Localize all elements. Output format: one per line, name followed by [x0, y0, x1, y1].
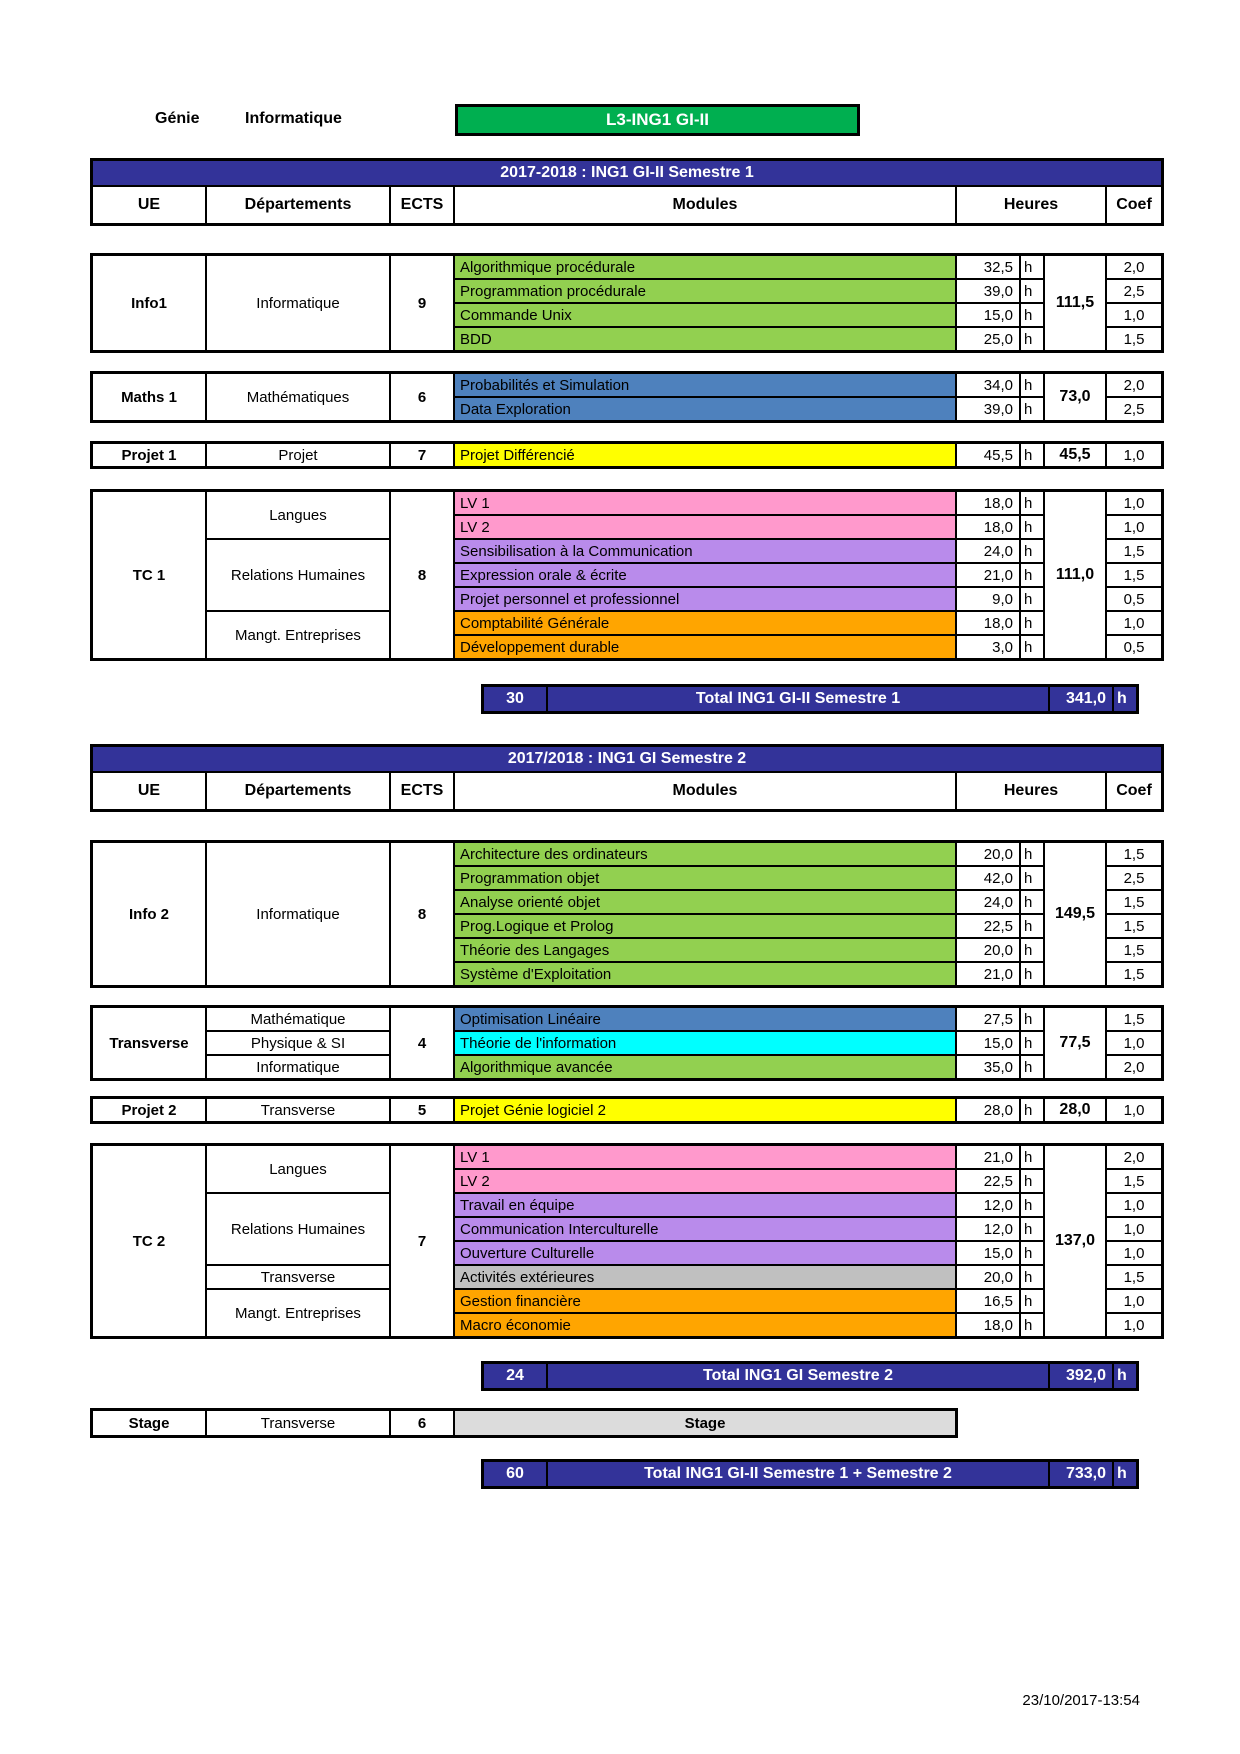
module-coef: 1,5: [1107, 843, 1161, 865]
module-coef: 1,0: [1107, 1032, 1161, 1054]
hour-unit-label: h: [1021, 564, 1043, 586]
total-ects: 60: [484, 1462, 546, 1486]
module-name: Communication Interculturelle: [455, 1218, 955, 1240]
department-name: Informatique: [207, 1056, 389, 1078]
module-name: Prog.Logique et Prolog: [455, 915, 955, 937]
module-name: Ouverture Culturelle: [455, 1242, 955, 1264]
module-coef: 0,5: [1107, 588, 1161, 610]
module-coef: 1,5: [1107, 328, 1161, 350]
hour-unit-label: h: [1021, 540, 1043, 562]
ue-name: Maths 1: [93, 374, 205, 420]
ects-value: 9: [391, 256, 453, 350]
hour-unit-label: h: [1021, 636, 1043, 658]
hour-unit-label: h: [1021, 516, 1043, 538]
total-ects: 24: [484, 1364, 546, 1388]
stage-row: [90, 1408, 958, 1438]
ue-block: [90, 840, 1164, 988]
department-name: Langues: [207, 492, 389, 538]
module-name: LV 2: [455, 516, 955, 538]
total-row-semester-2: [481, 1361, 1139, 1391]
semester-table-header: [90, 744, 1164, 812]
module-coef: 1,0: [1107, 1218, 1161, 1240]
ue-total-hours: 111,5: [1045, 256, 1105, 350]
semester-table-header: [90, 158, 1164, 226]
module-name: Analyse orienté objet: [455, 891, 955, 913]
column-header-modules: Modules: [455, 773, 955, 809]
stage-module-label: Stage: [455, 1411, 955, 1435]
module-name: Algorithmique procédurale: [455, 256, 955, 278]
column-header-ue: UE: [93, 773, 205, 809]
module-coef: 2,5: [1107, 867, 1161, 889]
module-coef: 2,0: [1107, 1056, 1161, 1078]
module-coef: 2,5: [1107, 280, 1161, 302]
module-hours: 42,0: [957, 867, 1019, 889]
program-title-box: L3-ING1 GI-II: [455, 104, 860, 136]
hour-unit-label: h: [1021, 444, 1043, 466]
ects-value: 5: [391, 1099, 453, 1121]
module-coef: 1,5: [1107, 939, 1161, 961]
module-name: Théorie des Langages: [455, 939, 955, 961]
module-name: Développement durable: [455, 636, 955, 658]
module-hours: 15,0: [957, 304, 1019, 326]
module-coef: 2,0: [1107, 374, 1161, 396]
semester-banner: 2017/2018 : ING1 GI Semestre 2: [93, 747, 1161, 771]
hour-unit-label: h: [1021, 1170, 1043, 1192]
ue-total-hours: 77,5: [1045, 1008, 1105, 1078]
ue-total-hours: 111,0: [1045, 492, 1105, 658]
module-coef: 1,5: [1107, 1170, 1161, 1192]
module-coef: 1,0: [1107, 1099, 1161, 1121]
hour-unit-label: h: [1021, 843, 1043, 865]
column-header-heures: Heures: [957, 773, 1105, 809]
hour-unit-label: h: [1021, 915, 1043, 937]
hour-unit-label: h: [1021, 492, 1043, 514]
module-hours: 21,0: [957, 1146, 1019, 1168]
ue-total-hours: 137,0: [1045, 1146, 1105, 1336]
module-coef: 1,0: [1107, 304, 1161, 326]
hour-unit-label: h: [1021, 963, 1043, 985]
module-name: Projet Génie logiciel 2: [455, 1099, 955, 1121]
department-name: Physique & SI: [207, 1032, 389, 1054]
hour-unit-label: h: [1021, 1008, 1043, 1030]
hour-unit-label: h: [1021, 304, 1043, 326]
module-hours: 27,5: [957, 1008, 1019, 1030]
ue-name: Projet 1: [93, 444, 205, 466]
module-hours: 16,5: [957, 1290, 1019, 1312]
hour-unit-label: h: [1021, 588, 1043, 610]
module-name: Programmation procédurale: [455, 280, 955, 302]
total-row-semester-1: [481, 684, 1139, 714]
column-header-coef: Coef: [1107, 187, 1161, 223]
department-name: Mathématique: [207, 1008, 389, 1030]
subject-label-genie: Génie: [155, 110, 200, 127]
hour-unit-label: h: [1021, 1099, 1043, 1121]
module-hours: 24,0: [957, 540, 1019, 562]
module-hours: 18,0: [957, 1314, 1019, 1336]
module-hours: 24,0: [957, 891, 1019, 913]
module-hours: 9,0: [957, 588, 1019, 610]
total-hour-unit: h: [1114, 1364, 1136, 1388]
ue-total-hours: 149,5: [1045, 843, 1105, 985]
hour-unit-label: h: [1021, 867, 1043, 889]
total-hours: 733,0: [1050, 1462, 1112, 1486]
department-name: Mangt. Entreprises: [207, 612, 389, 658]
hour-unit-label: h: [1021, 1314, 1043, 1336]
ue-block: [90, 441, 1164, 469]
module-coef: 1,0: [1107, 492, 1161, 514]
ects-value: 8: [391, 843, 453, 985]
hour-unit-label: h: [1021, 1194, 1043, 1216]
module-coef: 1,5: [1107, 891, 1161, 913]
module-name: LV 1: [455, 1146, 955, 1168]
module-hours: 15,0: [957, 1242, 1019, 1264]
stage-department: Transverse: [207, 1411, 389, 1435]
module-hours: 20,0: [957, 843, 1019, 865]
subject-label-informatique: Informatique: [245, 110, 342, 127]
module-name: Algorithmique avancée: [455, 1056, 955, 1078]
department-name: Mathématiques: [207, 374, 389, 420]
hour-unit-label: h: [1021, 328, 1043, 350]
ue-total-hours: 28,0: [1045, 1099, 1105, 1121]
module-name: LV 1: [455, 492, 955, 514]
module-coef: 1,5: [1107, 564, 1161, 586]
ue-name: Projet 2: [93, 1099, 205, 1121]
module-hours: 28,0: [957, 1099, 1019, 1121]
ue-total-hours: 45,5: [1045, 444, 1105, 466]
module-hours: 34,0: [957, 374, 1019, 396]
total-label: Total ING1 GI-II Semestre 1 + Semestre 2: [548, 1462, 1048, 1486]
module-coef: 1,5: [1107, 540, 1161, 562]
column-header-ects: ECTS: [391, 773, 453, 809]
column-header-modules: Modules: [455, 187, 955, 223]
ects-value: 7: [391, 1146, 453, 1336]
hour-unit-label: h: [1021, 939, 1043, 961]
module-hours: 21,0: [957, 963, 1019, 985]
module-hours: 22,5: [957, 1170, 1019, 1192]
total-hours: 392,0: [1050, 1364, 1112, 1388]
module-name: Projet personnel et professionnel: [455, 588, 955, 610]
module-coef: 1,5: [1107, 915, 1161, 937]
module-hours: 20,0: [957, 1266, 1019, 1288]
department-name: Transverse: [207, 1266, 389, 1288]
hour-unit-label: h: [1021, 1032, 1043, 1054]
column-header-ue: UE: [93, 187, 205, 223]
module-name: Système d'Exploitation: [455, 963, 955, 985]
module-name: Expression orale & écrite: [455, 564, 955, 586]
module-name: Travail en équipe: [455, 1194, 955, 1216]
ue-block: [90, 1143, 1164, 1339]
module-coef: 2,0: [1107, 1146, 1161, 1168]
module-hours: 45,5: [957, 444, 1019, 466]
module-name: Probabilités et Simulation: [455, 374, 955, 396]
hour-unit-label: h: [1021, 398, 1043, 420]
hour-unit-label: h: [1021, 256, 1043, 278]
module-name: Sensibilisation à la Communication: [455, 540, 955, 562]
module-hours: 20,0: [957, 939, 1019, 961]
department-name: Projet: [207, 444, 389, 466]
ue-block: [90, 253, 1164, 353]
module-hours: 22,5: [957, 915, 1019, 937]
module-coef: 1,5: [1107, 1266, 1161, 1288]
module-hours: 25,0: [957, 328, 1019, 350]
semester-banner: 2017-2018 : ING1 GI-II Semestre 1: [93, 161, 1161, 185]
ue-name: TC 2: [93, 1146, 205, 1336]
module-name: Théorie de l'information: [455, 1032, 955, 1054]
ue-name: Transverse: [93, 1008, 205, 1078]
stage-ects: 6: [391, 1411, 453, 1435]
department-name: Transverse: [207, 1099, 389, 1121]
module-hours: 18,0: [957, 516, 1019, 538]
module-hours: 35,0: [957, 1056, 1019, 1078]
ue-name: TC 1: [93, 492, 205, 658]
module-name: BDD: [455, 328, 955, 350]
module-name: Data Exploration: [455, 398, 955, 420]
hour-unit-label: h: [1021, 1218, 1043, 1240]
total-hour-unit: h: [1114, 1462, 1136, 1486]
module-coef: 1,0: [1107, 1242, 1161, 1264]
ue-total-hours: 73,0: [1045, 374, 1105, 420]
module-name: Programmation objet: [455, 867, 955, 889]
total-hour-unit: h: [1114, 687, 1136, 711]
module-name: Macro économie: [455, 1314, 955, 1336]
ue-name: Info 2: [93, 843, 205, 985]
hour-unit-label: h: [1021, 280, 1043, 302]
department-name: Informatique: [207, 256, 389, 350]
ects-value: 4: [391, 1008, 453, 1078]
department-name: Relations Humaines: [207, 1194, 389, 1264]
module-coef: 1,0: [1107, 1194, 1161, 1216]
column-header-heures: Heures: [957, 187, 1105, 223]
column-header-departements: Départements: [207, 773, 389, 809]
hour-unit-label: h: [1021, 1266, 1043, 1288]
module-hours: 3,0: [957, 636, 1019, 658]
module-name: Comptabilité Générale: [455, 612, 955, 634]
column-header-departements: Départements: [207, 187, 389, 223]
module-hours: 32,5: [957, 256, 1019, 278]
total-ects: 30: [484, 687, 546, 711]
ects-value: 8: [391, 492, 453, 658]
ue-block: [90, 1005, 1164, 1081]
module-coef: 1,5: [1107, 1008, 1161, 1030]
hour-unit-label: h: [1021, 374, 1043, 396]
department-name: Mangt. Entreprises: [207, 1290, 389, 1336]
hour-unit-label: h: [1021, 1146, 1043, 1168]
module-name: Projet Différencié: [455, 444, 955, 466]
module-name: Optimisation Linéaire: [455, 1008, 955, 1030]
module-name: Commande Unix: [455, 304, 955, 326]
module-coef: 2,5: [1107, 398, 1161, 420]
column-header-ects: ECTS: [391, 187, 453, 223]
ects-value: 6: [391, 374, 453, 420]
ue-block: [90, 1096, 1164, 1124]
total-label: Total ING1 GI Semestre 2: [548, 1364, 1048, 1388]
ue-block: [90, 489, 1164, 661]
module-coef: 1,0: [1107, 444, 1161, 466]
department-name: Informatique: [207, 843, 389, 985]
total-hours: 341,0: [1050, 687, 1112, 711]
ue-name: Info1: [93, 256, 205, 350]
print-timestamp: 23/10/2017-13:54: [1022, 1692, 1140, 1709]
hour-unit-label: h: [1021, 612, 1043, 634]
module-hours: 21,0: [957, 564, 1019, 586]
module-hours: 18,0: [957, 612, 1019, 634]
module-name: Architecture des ordinateurs: [455, 843, 955, 865]
module-hours: 18,0: [957, 492, 1019, 514]
module-hours: 12,0: [957, 1218, 1019, 1240]
hour-unit-label: h: [1021, 891, 1043, 913]
column-header-coef: Coef: [1107, 773, 1161, 809]
stage-ue: Stage: [93, 1411, 205, 1435]
module-coef: 1,0: [1107, 1290, 1161, 1312]
hour-unit-label: h: [1021, 1242, 1043, 1264]
total-row-grand: [481, 1459, 1139, 1489]
total-label: Total ING1 GI-II Semestre 1: [548, 687, 1048, 711]
module-name: Activités extérieures: [455, 1266, 955, 1288]
module-hours: 12,0: [957, 1194, 1019, 1216]
hour-unit-label: h: [1021, 1056, 1043, 1078]
ue-block: [90, 371, 1164, 423]
module-coef: 1,0: [1107, 612, 1161, 634]
module-coef: 1,0: [1107, 1314, 1161, 1336]
module-hours: 15,0: [957, 1032, 1019, 1054]
module-hours: 39,0: [957, 280, 1019, 302]
module-coef: 1,5: [1107, 963, 1161, 985]
module-coef: 1,0: [1107, 516, 1161, 538]
module-name: Gestion financière: [455, 1290, 955, 1312]
module-coef: 2,0: [1107, 256, 1161, 278]
module-coef: 0,5: [1107, 636, 1161, 658]
module-hours: 39,0: [957, 398, 1019, 420]
hour-unit-label: h: [1021, 1290, 1043, 1312]
department-name: Relations Humaines: [207, 540, 389, 610]
ects-value: 7: [391, 444, 453, 466]
department-name: Langues: [207, 1146, 389, 1192]
module-name: LV 2: [455, 1170, 955, 1192]
